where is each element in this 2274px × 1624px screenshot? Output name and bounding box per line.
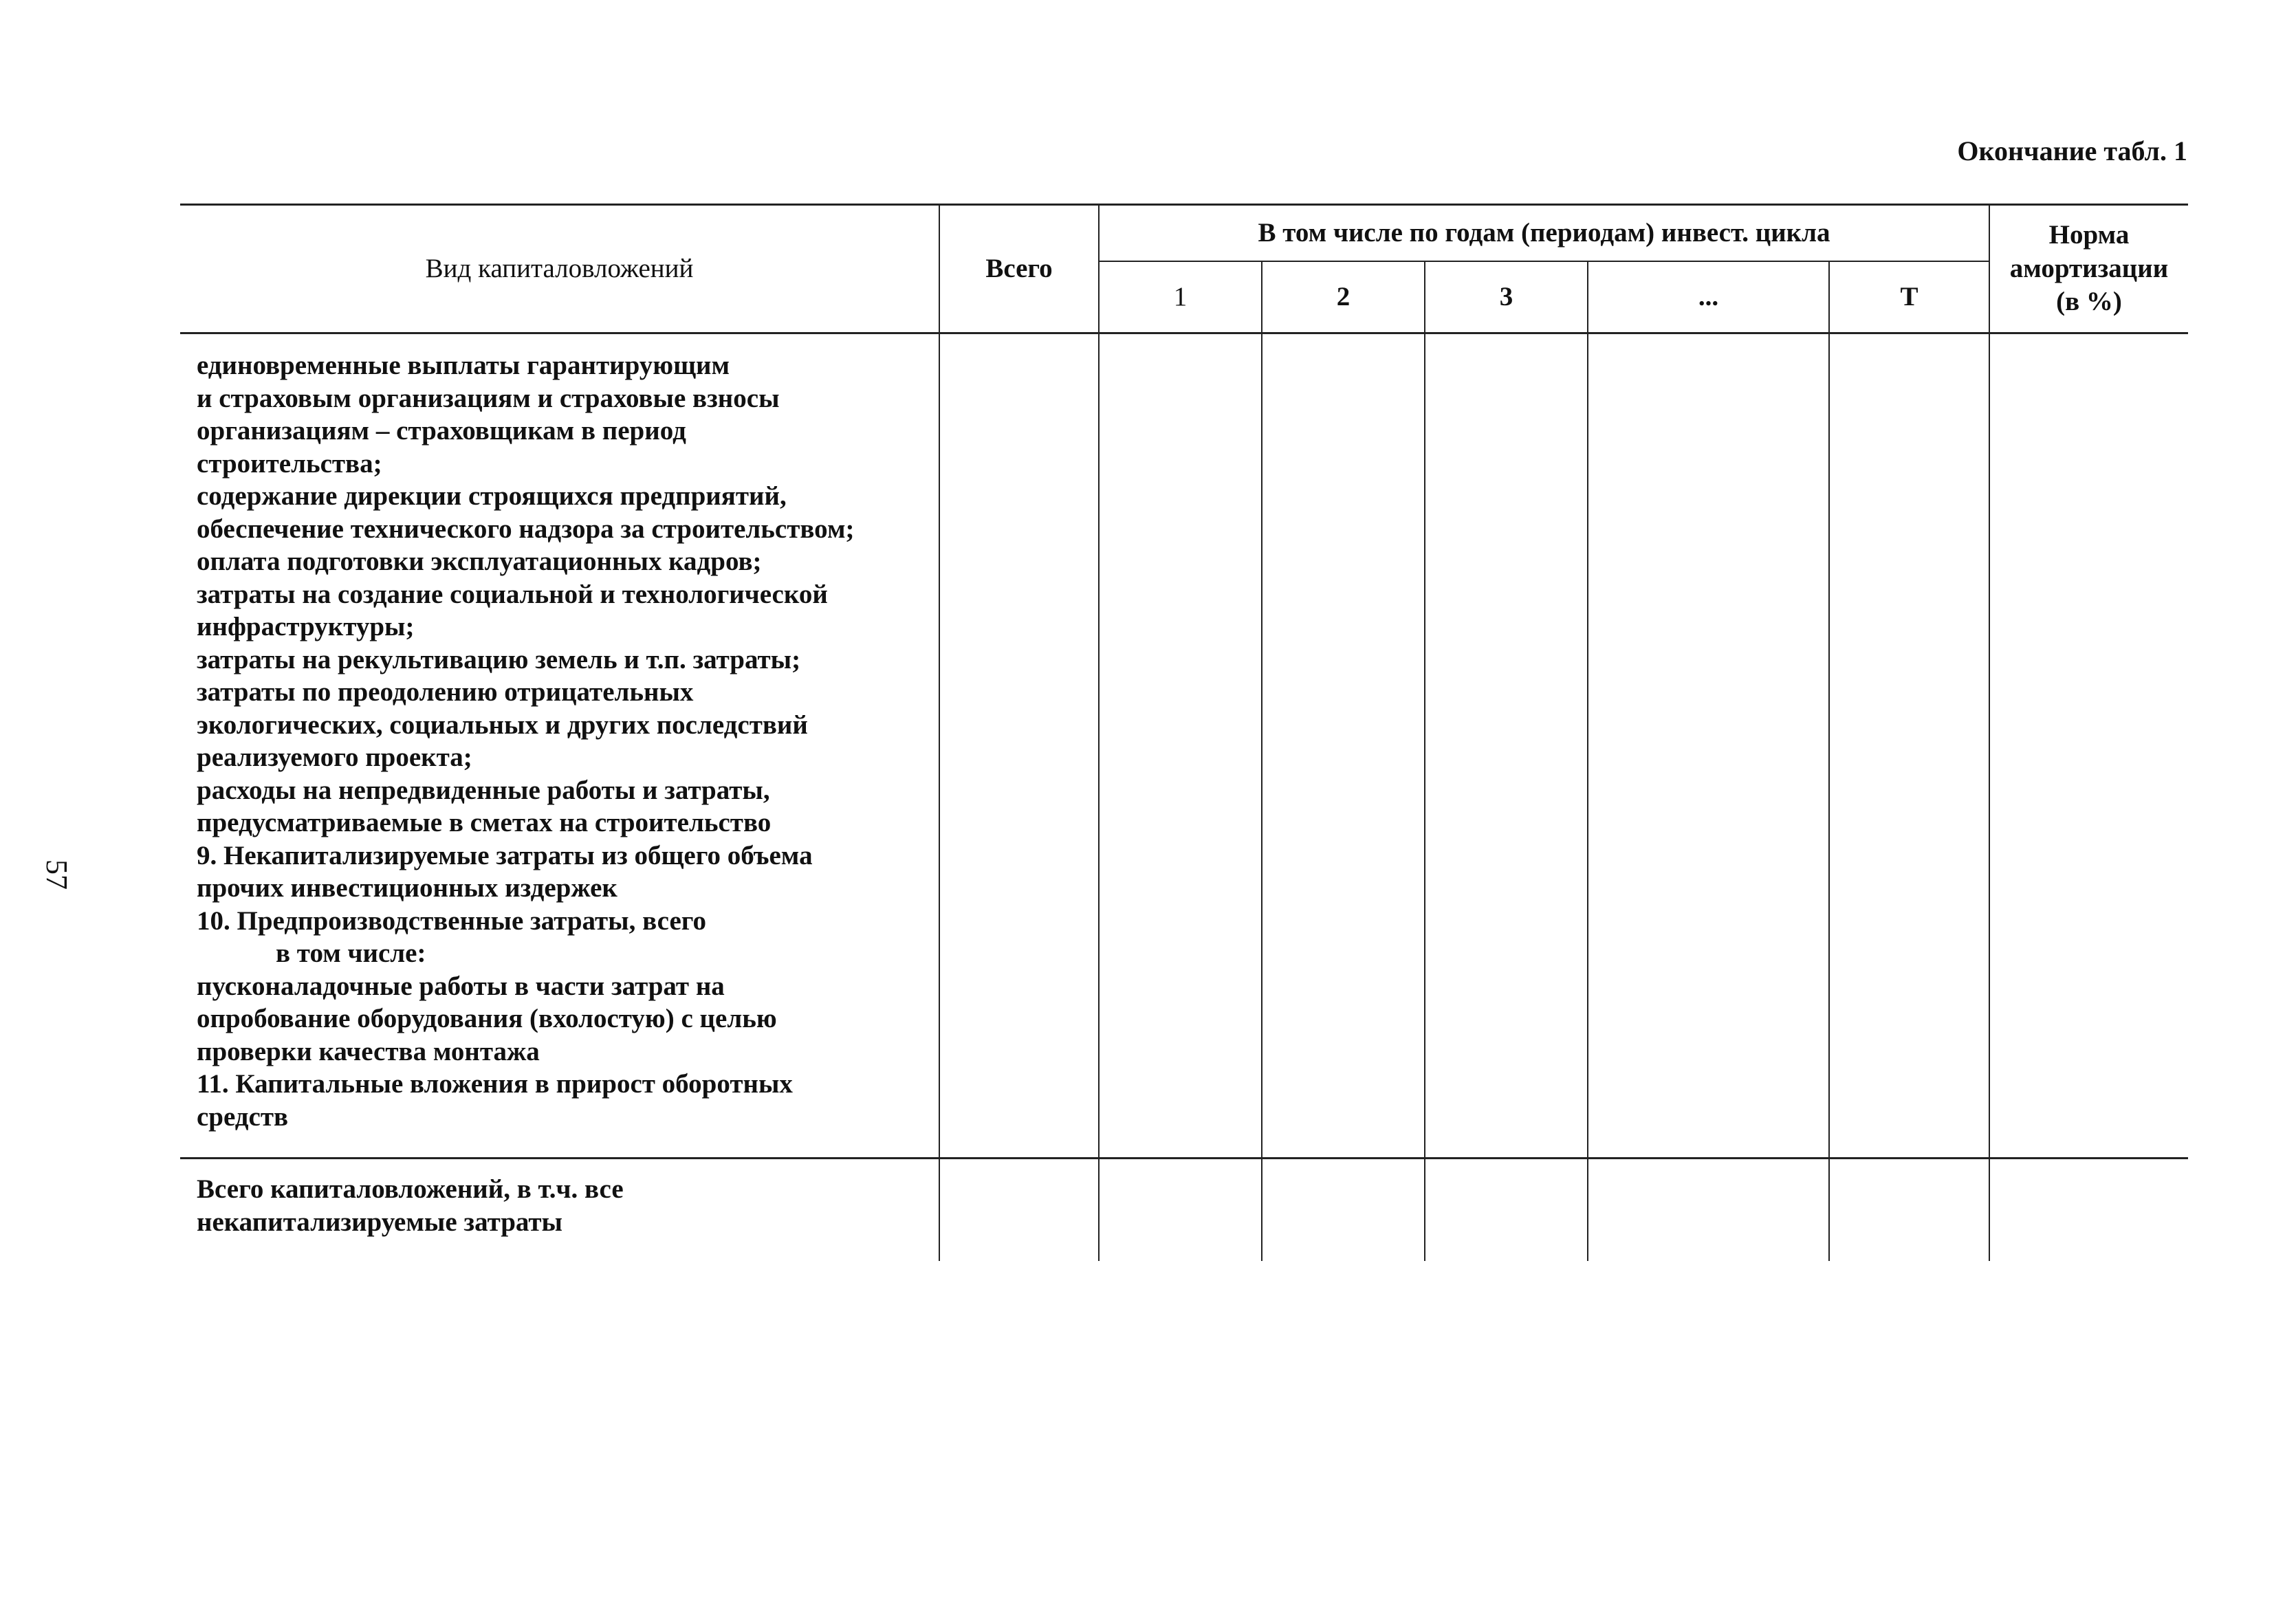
header-year-ellipsis: ... <box>1588 261 1829 333</box>
year-T-cell <box>1829 333 1989 1159</box>
table-caption: Окончание табл. 1 <box>1957 135 2187 166</box>
item-line: предусматриваемые в сметах на строительство <box>197 808 772 837</box>
total-cell <box>939 1159 1099 1262</box>
header-investment-type: Вид капиталовложений <box>180 205 939 333</box>
item-line: 9. Некапитализируемые затраты из общего объема <box>197 840 813 870</box>
header-depreciation-rate <box>1989 205 2188 333</box>
item-line: проверки качества монтажа <box>197 1036 540 1066</box>
header-norm-line-2: амортизации <box>2009 253 2169 283</box>
item-line: в том числе: <box>276 939 426 968</box>
total-cell <box>939 333 1099 1159</box>
item-line: и страховым организациям и страховые взносы <box>197 383 780 413</box>
item-line: экологических, социальных и других последствий <box>197 710 808 740</box>
table-row-total <box>180 1159 2188 1262</box>
year-2-cell <box>1262 333 1425 1159</box>
item-line: опробование оборудования (вхолостую) с целью <box>197 1004 777 1033</box>
item-line: 10. Предпроизводственные затраты, всего <box>197 906 706 936</box>
depreciation-rate-cell <box>1989 333 2188 1159</box>
header-total: Всего <box>939 205 1099 333</box>
item-line: реализуемого проекта; <box>197 743 472 772</box>
year-T-cell <box>1829 1159 1989 1262</box>
year-2-cell <box>1262 1159 1425 1262</box>
total-label-cell <box>180 1159 939 1262</box>
header-norm-line-1: Норма <box>2048 219 2130 250</box>
total-label-line-1: Всего капиталовложений, в т.ч. все <box>197 1174 624 1204</box>
item-line: затраты по преодолению отрицательных <box>197 677 694 707</box>
item-line: единовременные выплаты гарантирующим <box>197 351 730 380</box>
year-3-cell <box>1425 333 1588 1159</box>
header-years-group: В том числе по годам (периодам) инвест. цикла <box>1099 205 1989 262</box>
item-line: строительства; <box>197 448 382 479</box>
page-number: 57 <box>40 859 74 890</box>
item-line: инфраструктуры; <box>197 612 415 641</box>
year-3-cell <box>1425 1159 1588 1262</box>
year-ellipsis-cell <box>1588 333 1829 1159</box>
item-line: средств <box>197 1101 289 1132</box>
year-1-cell <box>1099 333 1262 1159</box>
header-year-3: 3 <box>1425 261 1588 333</box>
item-line: расходы на непредвиденные работы и затраты, <box>197 775 770 805</box>
item-line: пусконаладочные работы в части затрат на <box>197 971 725 1001</box>
item-line: оплата подготовки эксплуатационных кадров; <box>197 547 762 576</box>
depreciation-rate-cell <box>1989 1159 2188 1262</box>
year-ellipsis-cell <box>1588 1159 1829 1262</box>
item-line: затраты на рекультивацию земель и т.п. затраты; <box>197 644 801 674</box>
item-line: прочих инвестиционных издержек <box>197 873 617 903</box>
item-line: организациям – страховщикам в период <box>197 416 686 446</box>
table-row <box>180 333 2188 1159</box>
item-line: затраты на создание социальной и технологической <box>197 579 828 609</box>
header-year-1: 1 <box>1099 261 1262 333</box>
investment-items-cell <box>180 333 939 1159</box>
header-year-2: 2 <box>1262 261 1425 333</box>
header-year-T: T <box>1829 261 1989 333</box>
capital-investment-table <box>180 204 2188 1261</box>
item-line: обеспечение технического надзора за строительством; <box>197 514 855 544</box>
total-label-line-2: некапитализируемые затраты <box>197 1207 563 1237</box>
header-norm-line-3: (в %) <box>2056 287 2122 317</box>
item-line: 11. Капитальные вложения в прирост оборотных <box>197 1069 793 1099</box>
item-line: содержание дирекции строящихся предприятий, <box>197 481 787 511</box>
year-1-cell <box>1099 1159 1262 1262</box>
